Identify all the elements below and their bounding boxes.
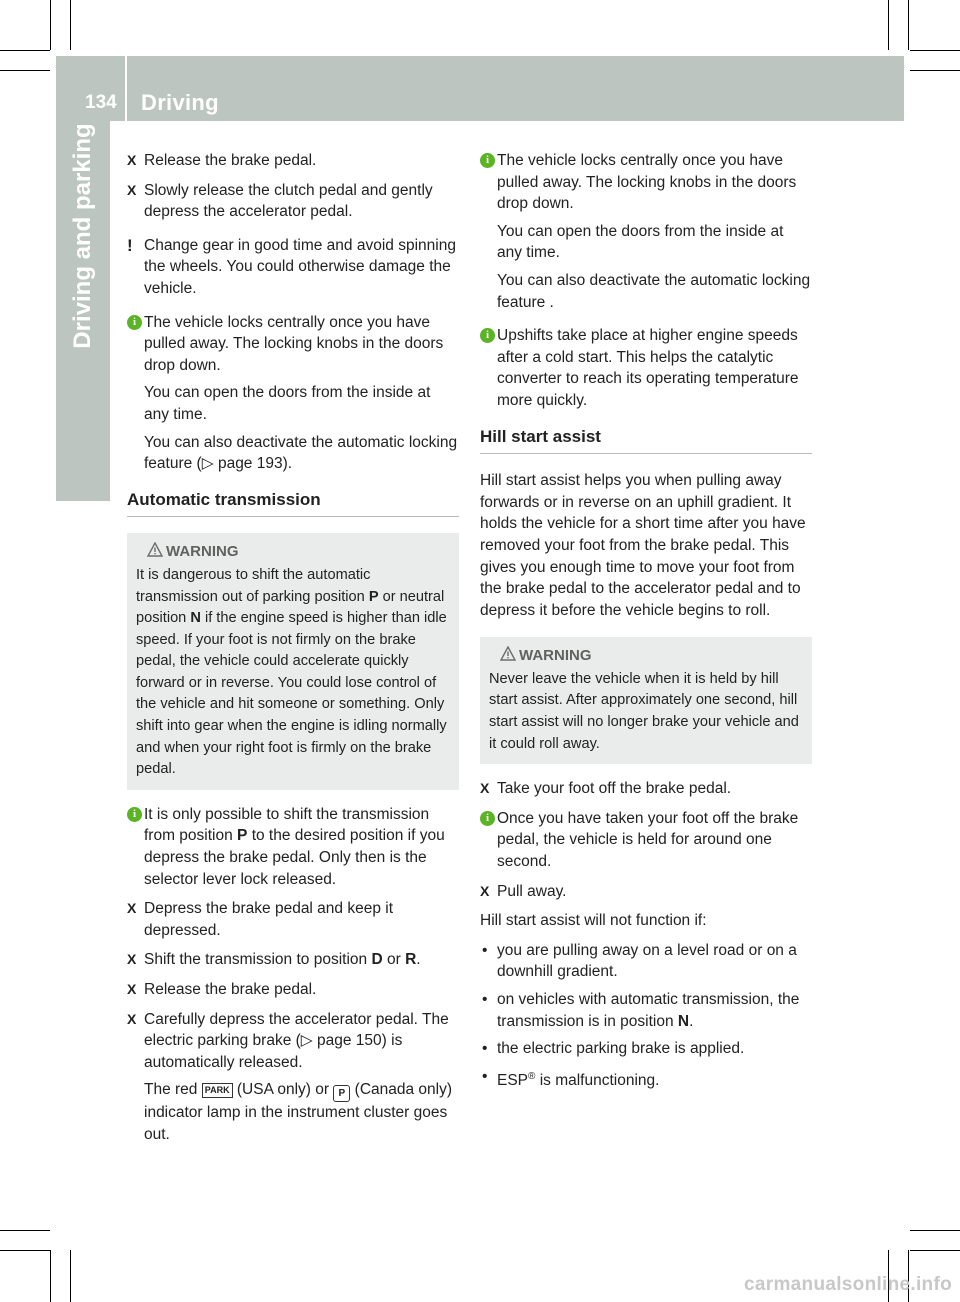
- info-note: [480, 808, 812, 873]
- body-paragraph: Hill start assist will not function if:: [480, 912, 707, 930]
- caution-text: Change gear in good time and avoid spinning the wheels. You could otherwise damage the vehicle.: [144, 236, 456, 297]
- crop-mark: [50, 0, 51, 50]
- left-column: [127, 150, 459, 1154]
- position-n: N: [677, 1012, 690, 1030]
- crop-mark: [910, 70, 960, 71]
- warning-title-text: WARNING: [519, 647, 592, 665]
- bullet-icon: •: [482, 991, 488, 1008]
- info-text-part: It is only possible to shift the transmission from position: [144, 805, 430, 845]
- crop-mark: [910, 50, 960, 51]
- info-text: The vehicle locks centrally once you have pulled away. The locking knobs in the doors drop down.: [497, 152, 797, 213]
- list-item-text: the electric parking brake is applied.: [497, 1040, 745, 1058]
- step-text[interactable]: Carefully depress the accelerator pedal. The electric parking brake (▷ page 150) is automatically released.: [144, 1010, 449, 1071]
- warning-text: [136, 565, 451, 781]
- section-heading: Hill start assist: [480, 426, 812, 455]
- step-item: [127, 180, 459, 223]
- step-item: [127, 898, 459, 941]
- step-text-part: (USA only) or: [232, 1081, 334, 1099]
- step-text: [144, 1079, 459, 1145]
- warning-text: Never leave the vehicle when it is held by hill start assist. After approximately one second, hill start assist will no longer brake your vehicle and it could roll away.: [489, 670, 799, 752]
- watermark[interactable]: carmanualsonline.info: [744, 1274, 952, 1295]
- step-marker-icon: X: [480, 780, 490, 797]
- bullet-icon: •: [482, 941, 488, 959]
- warning-box: [480, 637, 812, 764]
- step-marker-icon: X: [127, 951, 137, 968]
- crop-mark: [908, 0, 909, 50]
- page-number: 134: [85, 92, 117, 113]
- step-item: [127, 150, 459, 172]
- bullet-icon: •: [482, 1067, 488, 1085]
- park-indicator-icon: PARK: [202, 1083, 233, 1098]
- info-text: The vehicle locks centrally once you have pulled away. The locking knobs in the doors drop down.: [144, 313, 444, 374]
- step-text: Release the brake pedal.: [144, 152, 317, 169]
- position-p: P: [368, 588, 379, 605]
- info-icon: i: [480, 811, 495, 826]
- step-marker-icon: X: [127, 900, 137, 917]
- warning-text-part: It is dangerous to shift the automatic transmission out of parking position: [136, 566, 371, 605]
- warning-title-text: WARNING: [166, 543, 239, 561]
- parking-brake-indicator-icon: P: [333, 1085, 350, 1102]
- step-text: Slowly release the clutch pedal and gently depress the accelerator pedal.: [144, 181, 433, 221]
- step-item: [127, 949, 459, 971]
- step-text-part: (Canada only) indicator lamp in the instrument cluster goes out.: [144, 1081, 453, 1143]
- list-item: [480, 1038, 812, 1060]
- step-text: Release the brake pedal.: [144, 981, 317, 998]
- step-marker-icon: X: [127, 1010, 137, 1027]
- info-text: You can also deactivate the automatic locking feature .: [497, 271, 811, 311]
- crop-mark: [0, 1250, 50, 1251]
- step-marker-icon: X: [480, 882, 490, 899]
- position-d: D: [371, 951, 383, 969]
- step-text: Pull away.: [497, 882, 567, 900]
- bullet-icon: •: [482, 1040, 488, 1058]
- step-item: [127, 1009, 459, 1146]
- info-text: [144, 804, 459, 890]
- step-text: [144, 949, 459, 971]
- crop-mark: [0, 70, 50, 71]
- section-title: Driving: [141, 90, 219, 115]
- list-item-text: [497, 991, 799, 1030]
- step-text-part: The red: [144, 1081, 202, 1099]
- position-r: R: [405, 951, 417, 969]
- section-heading: Automatic transmission: [127, 489, 459, 518]
- info-text: You can open the doors from the inside at any time.: [497, 222, 784, 262]
- position-n: N: [190, 610, 201, 627]
- warning-title: [136, 541, 451, 563]
- step-marker-icon: X: [127, 981, 137, 997]
- list-item: [480, 989, 812, 1032]
- info-icon: i: [480, 153, 495, 168]
- step-text-part: .: [416, 951, 421, 969]
- crop-mark: [910, 1250, 960, 1251]
- list-text-part: is malfunctioning.: [535, 1071, 660, 1089]
- crop-mark: [70, 1250, 71, 1302]
- crop-mark: [888, 0, 889, 50]
- info-text: Upshifts take place at higher engine speeds after a cold start. This helps the catalytic converter to reach its operating temperature more quickly.: [497, 327, 799, 409]
- list-item: [480, 1066, 812, 1092]
- body-paragraph: Hill start assist helps you when pulling away forwards or in reverse on an uphill gradient. It holds the vehicle for a short time after you have removed your foot from the brake pedal. This gives you enough time to move your foot from the brake pedal to the accelerator pedal and to depress it before the vehicle begins to roll.: [480, 472, 806, 619]
- step-item: [127, 979, 459, 1001]
- crop-mark: [910, 1230, 960, 1231]
- warning-text-part: if the engine speed is higher than idle speed. If your foot is not firmly on the brake pedal, the vehicle could accelerate quickly forward or in reverse. You could lose control of the vehicle and hit someone or something. Only shift into gear when the engine is idling normally and when your right foot is firmly on the brake pedal.: [136, 610, 447, 778]
- crop-mark: [70, 0, 71, 50]
- list-item-text: [497, 1072, 659, 1089]
- step-marker-icon: X: [127, 181, 137, 198]
- info-note: [480, 150, 812, 313]
- info-icon: i: [127, 807, 142, 822]
- exclamation-icon: !: [127, 235, 133, 255]
- info-note: [127, 312, 459, 475]
- crop-mark: [50, 1250, 51, 1302]
- info-text[interactable]: You can also deactivate the automatic locking feature (▷ page 193).: [144, 433, 458, 473]
- crop-mark: [0, 1230, 50, 1231]
- side-tab-label: Driving and parking: [69, 123, 96, 349]
- list-text-part: on vehicles with automatic transmission, the transmission is in position: [497, 991, 800, 1030]
- info-note: [127, 804, 459, 890]
- header-divider: [125, 56, 127, 121]
- info-note: [480, 325, 812, 411]
- step-text-part: Shift the transmission to position: [144, 951, 372, 969]
- registered-mark: ®: [528, 1070, 536, 1082]
- info-text: You can open the doors from the inside at any time.: [144, 384, 431, 423]
- list-text-part: .: [689, 1012, 694, 1030]
- list-item-text: you are pulling away on a level road or on a downhill gradient.: [497, 941, 797, 981]
- warning-text-part: or neutral position: [136, 588, 445, 627]
- crop-mark: [0, 50, 50, 51]
- step-text: Take your foot off the brake pedal.: [497, 780, 732, 798]
- position-p: P: [237, 827, 248, 845]
- caution-note: [127, 235, 459, 300]
- step-item: [480, 881, 812, 903]
- step-text: Depress the brake pedal and keep it depressed.: [144, 900, 394, 939]
- step-text-part: or: [382, 951, 406, 969]
- list-text-part: ESP: [497, 1071, 529, 1089]
- step-item: [480, 778, 812, 800]
- info-text-part: to the desired position if you depress the brake pedal. Only then is the selector lever lock released.: [144, 827, 445, 888]
- warning-triangle-icon: [500, 646, 516, 662]
- warning-box: [127, 533, 459, 790]
- step-marker-icon: X: [127, 152, 137, 168]
- right-column: [480, 150, 812, 1098]
- info-icon: i: [480, 328, 495, 343]
- info-icon: i: [127, 315, 142, 330]
- warning-title: [489, 645, 804, 667]
- list-item: [480, 940, 812, 983]
- warning-triangle-icon: [147, 542, 163, 558]
- info-text: Once you have taken your foot off the brake pedal, the vehicle is held for around one second.: [497, 809, 799, 871]
